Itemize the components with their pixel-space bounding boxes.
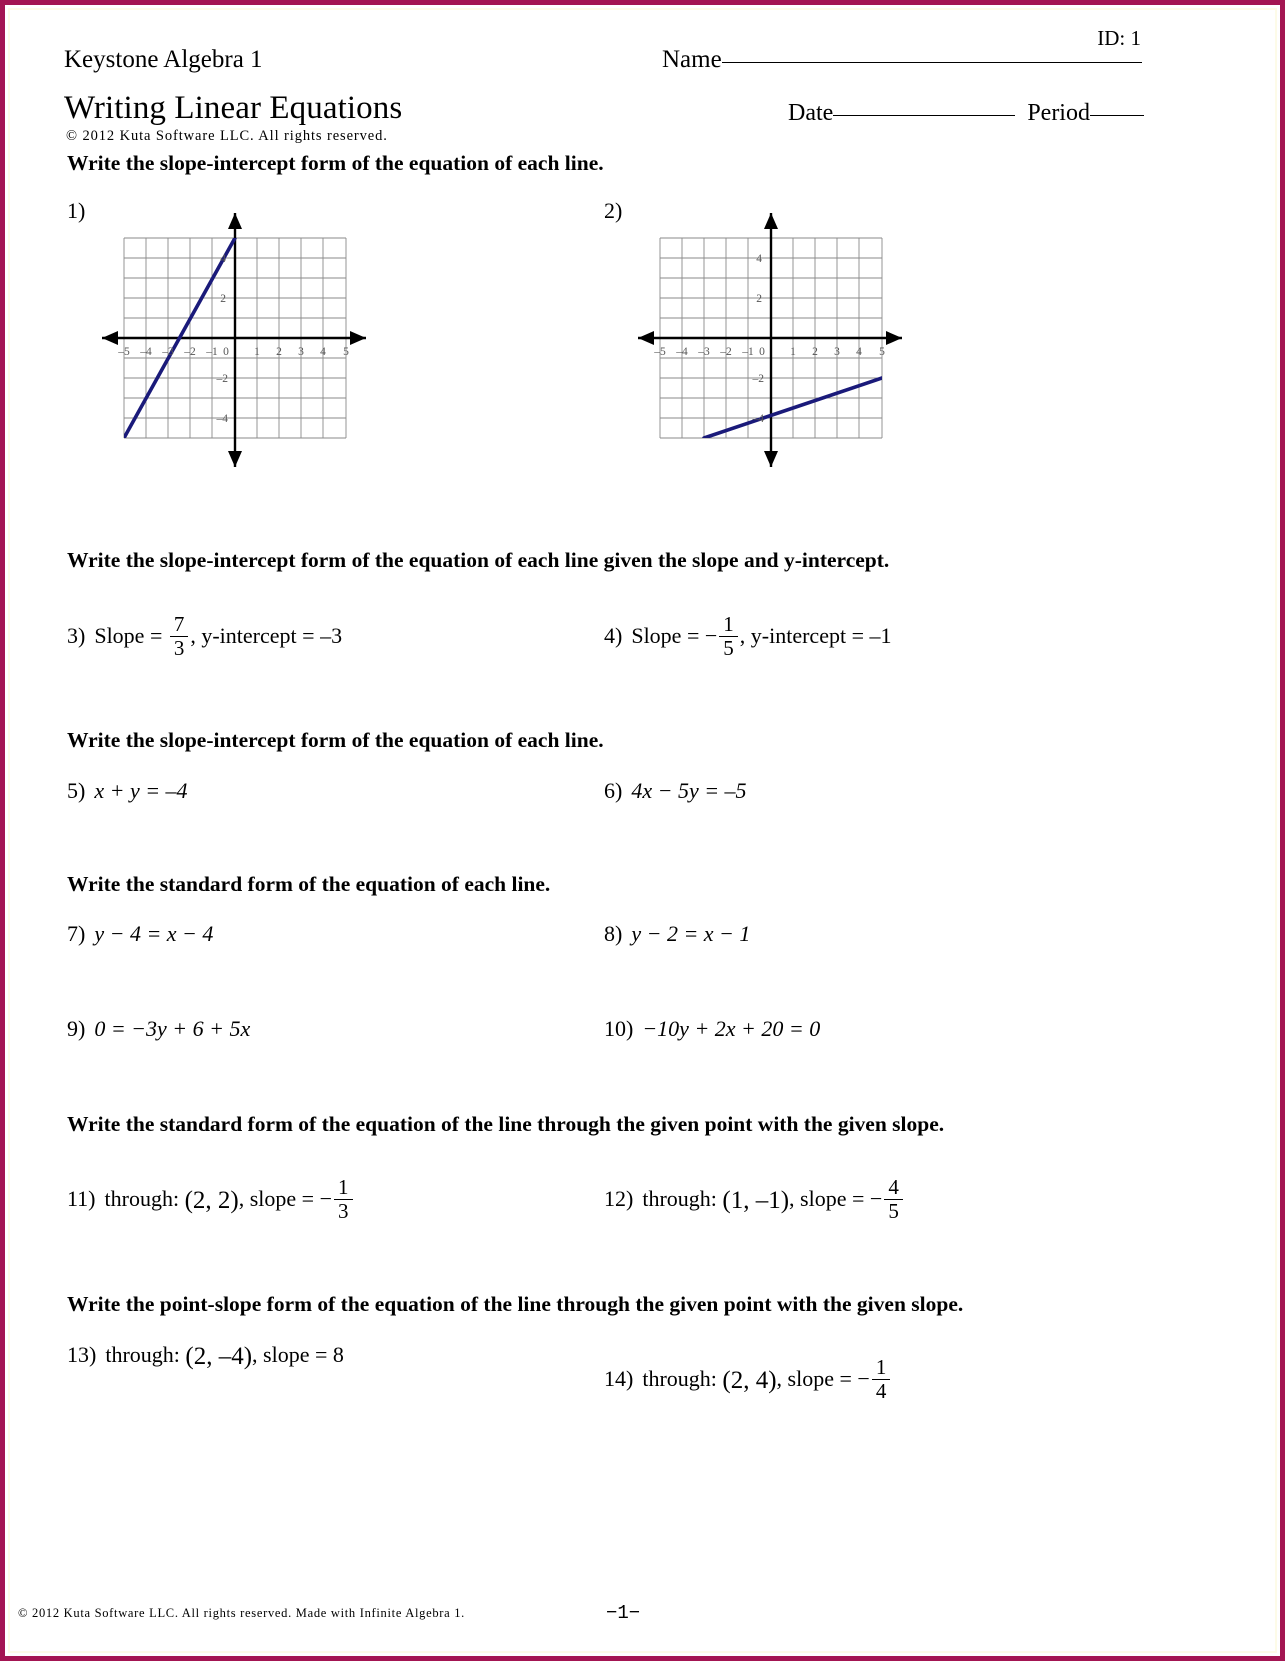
problem-11-denominator: 3 bbox=[338, 1199, 349, 1224]
problem-3-prefix: Slope = bbox=[94, 622, 168, 648]
problem-13-slope: 8 bbox=[332, 1342, 344, 1367]
svg-text:3: 3 bbox=[298, 346, 304, 358]
problem-6 bbox=[604, 778, 747, 804]
svg-text:5: 5 bbox=[343, 346, 349, 358]
problem-5-number: 5) bbox=[67, 778, 86, 803]
svg-text:–1: –1 bbox=[742, 346, 754, 358]
problem-4-numerator: 1 bbox=[723, 612, 734, 636]
problem-13-number: 13) bbox=[67, 1342, 97, 1367]
problem-14-point: (2, 4) bbox=[722, 1366, 777, 1394]
svg-text:–2: –2 bbox=[184, 346, 196, 358]
problem-12-middle: , slope = bbox=[789, 1185, 870, 1211]
svg-text:0: 0 bbox=[759, 346, 765, 358]
date-period-group bbox=[788, 100, 1144, 127]
problem-6-equation: 4x − 5y = –5 bbox=[631, 778, 747, 803]
problem-7-equation: y − 4 = x − 4 bbox=[94, 921, 214, 946]
course-name: Keystone Algebra 1 bbox=[64, 46, 263, 73]
svg-text:–1: –1 bbox=[206, 346, 218, 358]
page-number: −1− bbox=[606, 1602, 641, 1624]
footer-credit: © 2012 Kuta Software LLC. All rights reserved. Made with Infinite Algebra 1. bbox=[18, 1606, 465, 1620]
svg-text:–5: –5 bbox=[654, 346, 666, 358]
worksheet-id: ID: 1 bbox=[1097, 26, 1141, 50]
problem-12-slope-fraction bbox=[884, 1177, 903, 1223]
directions-6: Write the point-slope form of the equation of the line through the given point with the given slope. bbox=[67, 1292, 964, 1316]
problem-8-number: 8) bbox=[604, 921, 623, 946]
directions-5: Write the standard form of the equation of the line through the given point with the given slope. bbox=[67, 1112, 945, 1136]
problem-4-slope-fraction bbox=[719, 614, 738, 660]
problem-4-denominator: 5 bbox=[723, 636, 734, 661]
svg-text:2: 2 bbox=[756, 293, 762, 305]
directions-3: Write the slope-intercept form of the equation of each line. bbox=[67, 728, 604, 752]
problem-4 bbox=[604, 612, 892, 661]
svg-text:–3: –3 bbox=[698, 346, 710, 358]
problem-10-number: 10) bbox=[604, 1016, 634, 1041]
period-input-rule[interactable] bbox=[1090, 114, 1144, 116]
problem-5-equation: x + y = –4 bbox=[94, 778, 188, 803]
problem-8 bbox=[604, 921, 750, 947]
header-copyright: © 2012 Kuta Software LLC. All rights reserved. bbox=[66, 128, 388, 144]
problem-12-prefix: through: bbox=[642, 1185, 723, 1211]
graph-2-axes bbox=[638, 213, 902, 467]
problem-8-equation: y − 2 = x − 1 bbox=[631, 921, 751, 946]
problem-3-middle: , y-intercept = bbox=[190, 622, 321, 648]
problem-4-prefix: Slope = bbox=[631, 622, 705, 648]
svg-text:–5: –5 bbox=[118, 346, 130, 358]
svg-text:5: 5 bbox=[879, 346, 885, 358]
svg-text:4: 4 bbox=[756, 253, 762, 265]
worksheet-sheet bbox=[10, 10, 1281, 1657]
problem-4-middle: , y-intercept = bbox=[739, 622, 870, 648]
graph-1-axes bbox=[102, 213, 366, 467]
problem-12-slope-sign: − bbox=[869, 1185, 883, 1211]
problem-12 bbox=[604, 1175, 905, 1224]
problem-9 bbox=[67, 1016, 250, 1042]
date-label: Date bbox=[788, 100, 834, 126]
problem-14-number: 14) bbox=[604, 1365, 634, 1391]
svg-text:2: 2 bbox=[812, 346, 818, 358]
problem-11-numerator: 1 bbox=[338, 1175, 349, 1199]
svg-text:–2: –2 bbox=[720, 346, 732, 358]
problem-4-slope-sign: − bbox=[704, 622, 718, 648]
problem-3-numerator: 7 bbox=[173, 612, 185, 636]
problem-12-denominator: 5 bbox=[888, 1199, 899, 1224]
problem-4-number: 4) bbox=[604, 622, 623, 648]
svg-text:–4: –4 bbox=[752, 413, 764, 425]
problem-13-prefix: through: bbox=[105, 1342, 186, 1367]
problem-11 bbox=[67, 1175, 355, 1224]
problem-14-middle: , slope = bbox=[776, 1365, 858, 1391]
problem-14-numerator: 1 bbox=[875, 1355, 887, 1379]
problem-10 bbox=[604, 1016, 820, 1042]
graph-1 bbox=[94, 205, 384, 485]
date-input-rule[interactable] bbox=[833, 114, 1015, 116]
problem-12-numerator: 4 bbox=[888, 1175, 899, 1199]
svg-text:–2: –2 bbox=[216, 373, 228, 385]
problem-13-point: (2, –4) bbox=[185, 1343, 253, 1370]
problem-7-number: 7) bbox=[67, 921, 86, 946]
page-inner-border bbox=[8, 8, 1277, 1653]
problem-12-number: 12) bbox=[604, 1185, 634, 1211]
problem-14-slope-fraction bbox=[872, 1357, 891, 1403]
problem-10-equation: −10y + 2x + 20 = 0 bbox=[642, 1016, 821, 1041]
directions-1: Write the slope-intercept form of the equation of each line. bbox=[67, 151, 604, 175]
problem-14 bbox=[604, 1355, 892, 1404]
period-label: Period bbox=[1027, 100, 1090, 126]
svg-text:2: 2 bbox=[276, 346, 282, 358]
problem-3-denominator: 3 bbox=[173, 636, 185, 661]
problem-3-slope-fraction bbox=[170, 614, 189, 660]
svg-text:–4: –4 bbox=[216, 413, 228, 425]
graph-2 bbox=[630, 205, 920, 485]
problem-11-slope-sign: − bbox=[319, 1185, 333, 1211]
name-label: Name bbox=[662, 46, 722, 73]
svg-text:–4: –4 bbox=[140, 346, 152, 358]
problem-11-slope-fraction bbox=[334, 1177, 353, 1223]
problem-12-point: (1, –1) bbox=[722, 1186, 790, 1214]
svg-text:1: 1 bbox=[254, 346, 260, 358]
problem-14-prefix: through: bbox=[642, 1365, 723, 1391]
svg-text:–4: –4 bbox=[676, 346, 688, 358]
svg-text:–3: –3 bbox=[162, 346, 174, 358]
problem-11-number: 11) bbox=[67, 1185, 96, 1211]
problem-14-denominator: 4 bbox=[875, 1379, 887, 1404]
worksheet-title: Writing Linear Equations bbox=[64, 90, 403, 126]
problem-14-slope-sign: − bbox=[857, 1365, 870, 1391]
name-field-group bbox=[662, 46, 1142, 74]
problem-number-2: 2) bbox=[604, 198, 623, 223]
problem-3-number: 3) bbox=[67, 622, 86, 648]
problem-5 bbox=[67, 778, 188, 804]
problem-4-intercept: –1 bbox=[869, 622, 892, 648]
problem-11-point: (2, 2) bbox=[184, 1186, 239, 1214]
directions-2: Write the slope-intercept form of the equation of each line given the slope and y-intercept. bbox=[67, 548, 890, 572]
svg-text:4: 4 bbox=[320, 346, 326, 358]
problem-9-number: 9) bbox=[67, 1016, 86, 1041]
svg-text:4: 4 bbox=[856, 346, 862, 358]
problem-9-equation: 0 = −3y + 6 + 5x bbox=[94, 1016, 251, 1041]
problem-11-middle: , slope = bbox=[238, 1185, 320, 1211]
directions-4: Write the standard form of the equation of each line. bbox=[67, 872, 551, 896]
problem-7 bbox=[67, 921, 213, 947]
svg-text:2: 2 bbox=[220, 293, 226, 305]
problem-6-number: 6) bbox=[604, 778, 623, 803]
svg-text:–2: –2 bbox=[752, 373, 764, 385]
svg-text:3: 3 bbox=[834, 346, 840, 358]
svg-text:4: 4 bbox=[220, 253, 226, 265]
problem-13-middle: , slope = bbox=[252, 1342, 333, 1367]
svg-text:1: 1 bbox=[790, 346, 796, 358]
problem-3 bbox=[67, 612, 343, 661]
svg-text:0: 0 bbox=[223, 346, 229, 358]
problem-3-intercept: –3 bbox=[320, 622, 343, 648]
problem-number-1: 1) bbox=[67, 198, 86, 223]
problem-11-prefix: through: bbox=[104, 1185, 185, 1211]
problem-13 bbox=[67, 1342, 344, 1371]
name-input-rule[interactable] bbox=[722, 61, 1142, 63]
